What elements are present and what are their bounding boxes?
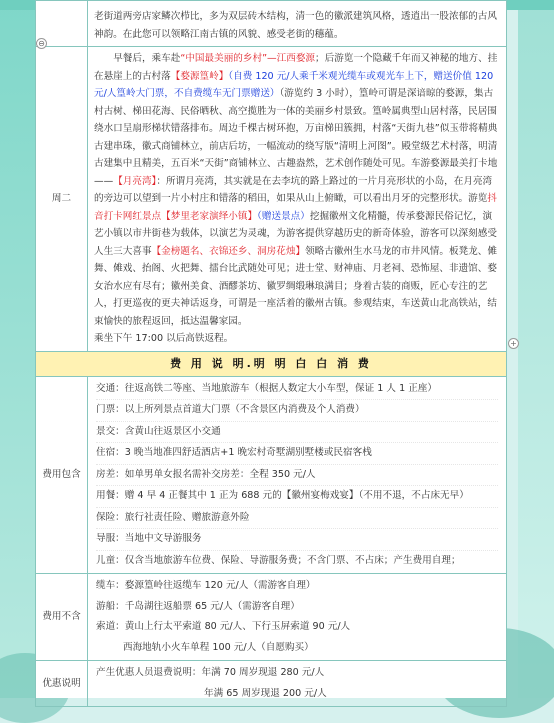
fee-header-row: [36, 351, 507, 376]
excluded-item: 缆车：婺源篁岭往返缆车 120 元/人（需游客自理）: [96, 580, 316, 591]
excluded-row: [36, 574, 507, 661]
included-item: 导服：当地中文导游服务: [96, 528, 498, 550]
included-item: 景交：含黄山往返景区小交通: [96, 421, 498, 443]
day2-return-note: 乘坐下午 17:00 以后高铁返程。: [94, 333, 234, 344]
excluded-item: 游船：千岛湖往返船票 65 元/人（需游客自理）: [96, 600, 300, 612]
add-row-icon[interactable]: +: [508, 338, 519, 349]
highlight-red: 抖音打卡网红景点【梦里老家演绎小镇】: [94, 193, 497, 222]
day2-paragraph: [94, 50, 500, 330]
highlight-red: 【金榜题名、衣锦还乡、洞房花烛】: [151, 245, 306, 257]
fee-section-header: 费 用 说 明.明 明 白 白 消 费: [36, 351, 507, 376]
highlight-red: 【月亮湾】: [113, 175, 157, 187]
included-item: 交通：往返高铁二等座、当地旅游车（根据人数定大小车型，保证 1 人 1 正座）: [96, 382, 437, 394]
text-segment: 领略古徽州生水马龙的市井风情。板凳龙、傩舞、傩戏、抬阁、火把舞、擂台比武随处可见；进士堂、财神庙、月老祠、恐怖屋、非遗馆、婺女治水应有尽有；徽州美食、酒醪茶坊、徽罗绸缎琳琅满目；身着古装的商贩，匠心专注的艺人，打更巡夜的更夫神话返身，可谓是一座活着的徽州古镇。参观结束，车送黄山北高铁站，结束愉快的旅程返回，抵达温馨家园。: [94, 245, 497, 327]
text-segment: ；后游览一个隐藏千年而又神秘的地方、挂在悬崖上的古村落: [94, 53, 498, 82]
excluded-list: [88, 574, 507, 661]
highlight-blue: （自费 120 元/人乘千米观光缆车或观光车上下，赠送价值 120 元/人篁岭大门票，不自费缆车无门票赠送）: [94, 70, 494, 99]
included-item: 房差：如单男单女报名需补交房差：全程 350 元/人: [96, 464, 498, 486]
left-background-strip: [0, 0, 36, 698]
discount-item: 年满 65 周岁现退 200 元/人: [204, 687, 327, 699]
day2-content: [88, 47, 507, 352]
intro-text: 老街道两旁店家鳞次栉比，多为双层砖木结构，清一色的徽派建筑风格，透逍出一股浓郁的古风神韵。在此您可以领略江南古镇的风貌、感受老街的穗蕴。: [88, 1, 507, 47]
discount-row: [36, 661, 507, 707]
discount-label: 优惠说明: [36, 661, 88, 707]
day-label: 周二: [36, 47, 88, 352]
included-item: 儿童：仅含当地旅游车位费、保险、导游服务费；不含门票、不占床；产生费用自理；: [96, 550, 498, 572]
included-item: 门票：以上所列景点首道大门票（不含景区内消费及个人消费）: [96, 399, 498, 421]
included-label: 费用包含: [36, 376, 88, 574]
discount-item: 产生优惠人员退费说明：年满 70 周岁现退 280 元/人: [96, 667, 325, 678]
excluded-label: 费用不含: [36, 574, 88, 661]
text-segment: 挖掘徽州文化精髓，传承婺源民俗记忆，演艺小镇以市井街巷为载体，以演艺为灵魂，为游客提供穿越历史的新奇体验，游客可以深刻感受人生三大喜事: [94, 210, 497, 257]
highlight-blue: （赠送景点）: [257, 210, 310, 222]
itinerary-table: [35, 0, 507, 707]
included-item: 用餐：赠 4 早 4 正餐其中 1 正为 688 元的【徽州宴梅戏宴】（不用不退，不占床无早）: [96, 485, 498, 507]
text-segment: ：所谓月亮湾，其实就是在去李坑的路上路过的一片月亮形状的小岛，在月亮湾的旁边可以望到一片小村庄和错落的稻田，如果从山上俯瞰，可以看出月牙的完整形状。游览: [94, 175, 493, 204]
collapse-row-icon[interactable]: ⊖: [36, 38, 47, 49]
itinerary-sheet: [35, 0, 507, 698]
excluded-item: 索道：黄山上行太平索道 80 元/人、下行玉屏索道 90 元/人: [96, 621, 351, 632]
included-item: 保险：旅行社责任险、赠旅游意外险: [96, 507, 498, 529]
right-background-strip: [518, 0, 554, 698]
day2-row: [36, 47, 507, 352]
text-segment: 早餐后，乘车赴: [113, 53, 181, 64]
highlight-red: “中国最美丽的乡村”—江西婺源: [180, 53, 316, 64]
text-segment: （游览约 3 小时），篁岭可谓是深谙晾的婺源，集古村古树、梯田花海、民俗晒秋、高空揽胜为一体的美丽乡村景致。篁岭属典型山居村落，民居围绕水口呈扇形梯状错落排布。周边千棵古树环抱，万亩梯田簇拥，村落“天街九巷”似玉带将精典古建串珠，徽式商铺林立，前店后坊，一幅流动的绕写版“清明上河图”。殿堂级艺术村落，明清古建集中且精美，五百米“天街”商铺林立、古趣盎然，艺术创作随处可见。车游婺源最美打卡地——: [94, 88, 498, 187]
included-item: 住宿：3 晚当地准四舒适酒店+1 晚宏村奇墅湖别墅楼或民宿客栈: [96, 442, 498, 464]
included-list: [88, 376, 507, 574]
excluded-item: 西海地轨小火车单程 100 元/人（自愿购买）: [123, 641, 314, 653]
included-row: [36, 376, 507, 574]
intro-row: [36, 1, 507, 47]
highlight-red: 【婺源篁岭】: [170, 70, 229, 82]
discount-list: [88, 661, 507, 707]
